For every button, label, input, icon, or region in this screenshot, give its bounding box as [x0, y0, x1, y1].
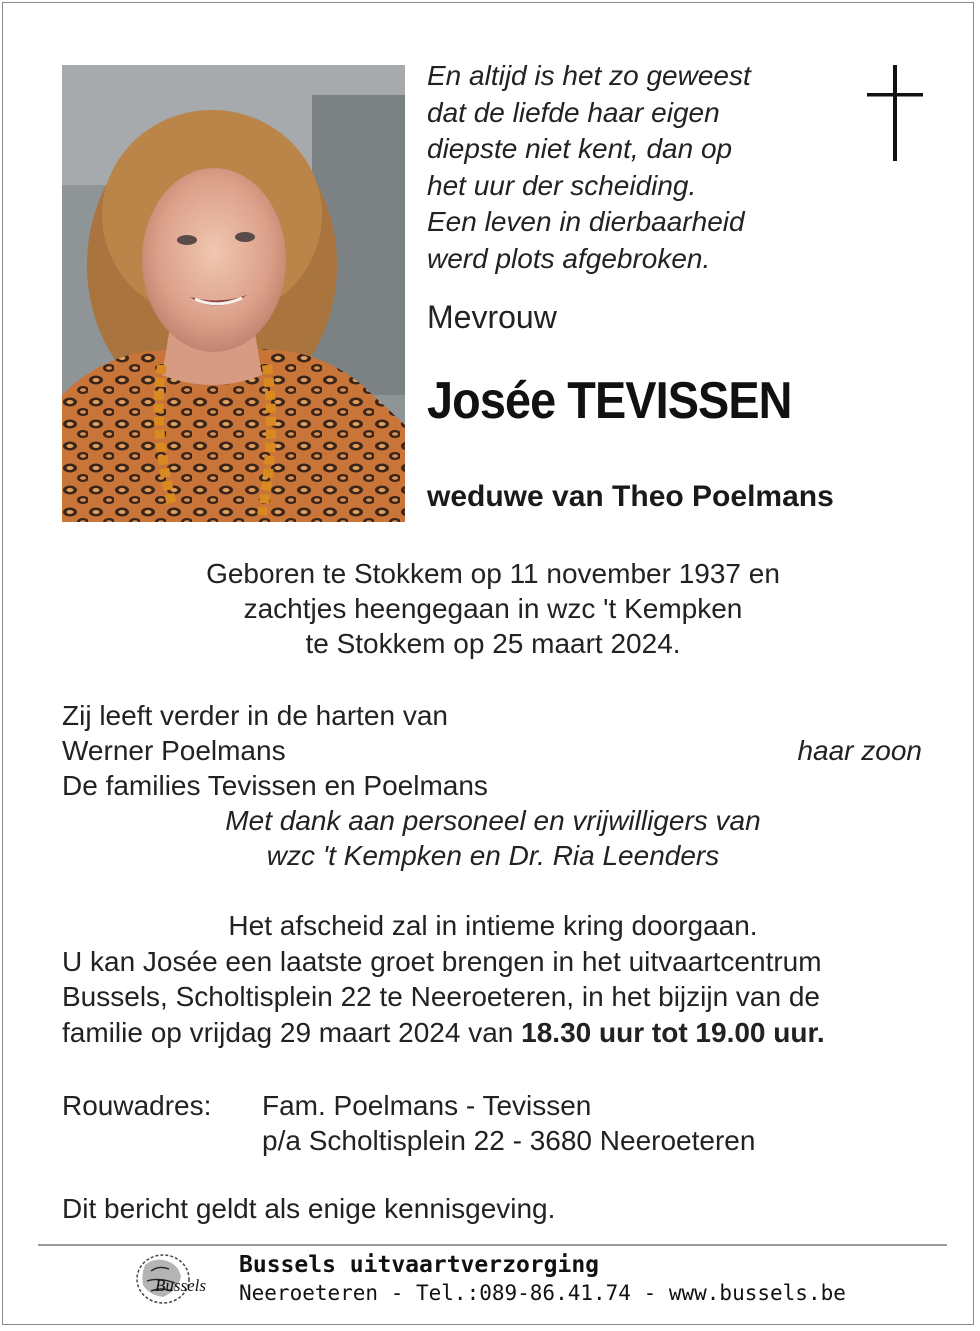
birth-line: Geboren te Stokkem op 11 november 1937 en — [206, 558, 780, 589]
farewell-date: familie op vrijdag 29 maart 2024 van — [62, 1016, 522, 1048]
poem-line: het uur der scheiding. — [427, 169, 697, 201]
poem-line: werd plots afgebroken. — [427, 242, 711, 274]
survivors-intro — [62, 698, 922, 733]
poem-line: diepste niet kent, dan op — [427, 133, 733, 164]
notice-text: Dit bericht geldt als enige kennisgeving. — [62, 1193, 556, 1224]
deceased-name: Josée TEVISSEN — [427, 372, 792, 430]
farewell-time: 18.30 uur tot 19.00 uur. — [521, 1016, 825, 1048]
farewell-line: Bussels, Scholtisplein 22 te Neeroeteren, in het bijzijn van de — [62, 981, 820, 1012]
farewell-details — [62, 908, 924, 1050]
bussels-logo — [133, 1251, 227, 1311]
thanks-note — [3, 803, 980, 873]
address-label: Rouwadres: — [62, 1090, 212, 1121]
birth-death-details — [3, 556, 980, 661]
farewell-line: U kan Josée een laatste groet brengen in het uitvaartcentrum — [62, 945, 822, 977]
poem-line: Een leven in dierbaarheid — [427, 206, 745, 237]
farewell-line — [62, 1015, 924, 1051]
farewell-line: Het afscheid zal in intieme kring doorgaan. — [228, 910, 758, 941]
cross-icon — [867, 65, 925, 163]
thanks-line: Met dank aan personeel en vrijwilligers van — [225, 805, 761, 836]
funeral-company-contact: Neeroeteren - Tel.:089-86.41.74 - www.bussels.be — [239, 1281, 846, 1305]
poem — [427, 58, 751, 277]
poem-line: En altijd is het zo geweest — [427, 60, 751, 91]
honorific: Mevrouw — [427, 299, 557, 335]
footer-divider — [38, 1244, 947, 1246]
poem-line: dat de liefde haar eigen — [427, 96, 720, 128]
logo-text: Bussels — [155, 1276, 206, 1295]
funeral-company-name: Bussels uitvaartverzorging — [239, 1252, 600, 1278]
marital-relation: weduwe van Theo Poelmans — [427, 480, 834, 513]
portrait-photo — [62, 65, 405, 522]
obituary-card — [2, 2, 974, 1325]
birth-line: te Stokkem op 25 maart 2024. — [305, 628, 681, 659]
address-value — [262, 1088, 755, 1158]
survivors-intro-text: Zij leeft verder in de harten van — [62, 700, 448, 731]
survivor-row — [62, 733, 922, 768]
families-text: De families Tevissen en Poelmans — [62, 770, 488, 801]
survivor-name: Werner Poelmans — [62, 735, 286, 766]
thanks-line: wzc 't Kempken en Dr. Ria Leenders — [266, 840, 720, 871]
families-row — [62, 768, 922, 803]
survivors — [62, 698, 922, 873]
birth-line: zachtjes heengegaan in wzc 't Kempken — [243, 593, 743, 624]
survivor-relation: haar zoon — [797, 735, 922, 766]
address-line: Fam. Poelmans - Tevissen — [262, 1090, 592, 1121]
address-line: p/a Scholtisplein 22 - 3680 Neeroeteren — [262, 1125, 756, 1156]
